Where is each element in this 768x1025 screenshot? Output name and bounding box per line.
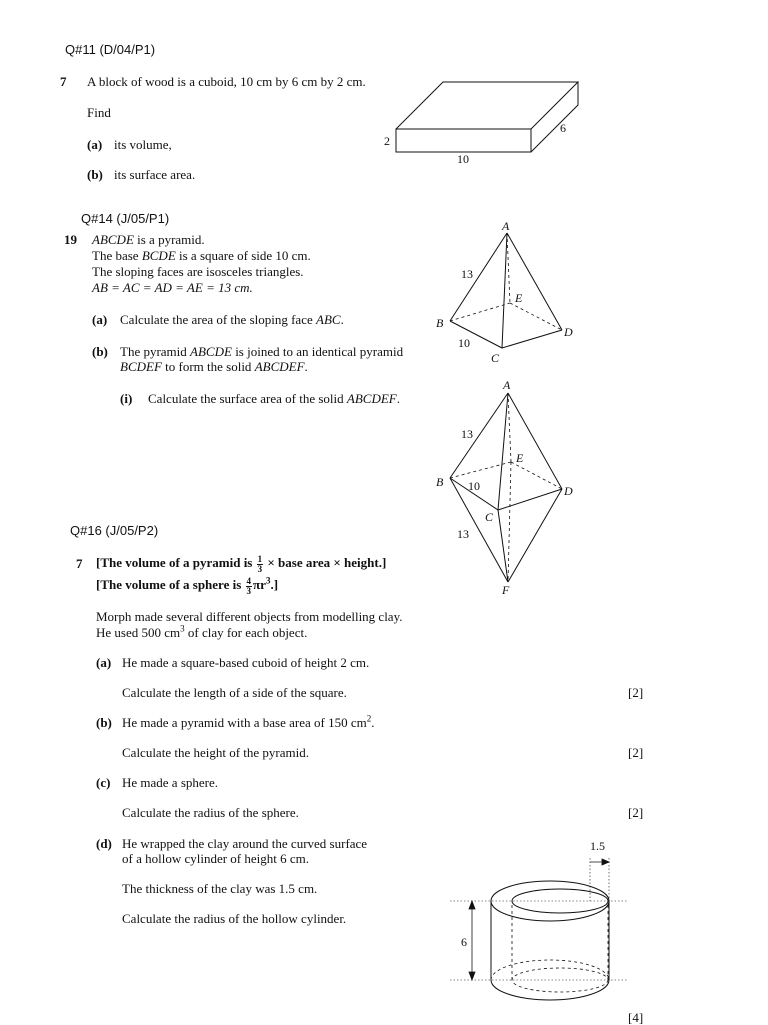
q14-a-text: Calculate the area of the sloping face ABC. bbox=[120, 312, 344, 327]
pyr2-edge-bottom-label: 13 bbox=[457, 527, 469, 541]
q14-header: Q#14 (J/05/P1) bbox=[81, 211, 170, 226]
q16-number: 7 bbox=[76, 556, 83, 571]
q16-d-sub2: Calculate the radius of the hollow cylinder. bbox=[122, 911, 347, 926]
cuboid-height-label: 2 bbox=[384, 134, 390, 148]
pyr2-E: E bbox=[516, 451, 524, 465]
pyr2-side-label: 10 bbox=[468, 479, 480, 493]
q16-b-text: He made a pyramid with a base area of 150 $cm^2$. bbox=[122, 713, 375, 730]
q16-a-marks: [2] bbox=[628, 685, 644, 700]
q14-line1: ABCDE is a pyramid. bbox=[92, 232, 205, 247]
q16-header: Q#16 (J/05/P2) bbox=[70, 523, 159, 538]
q14-b-text1: The pyramid ABCDE is joined to an identical pyramid bbox=[120, 344, 404, 359]
cylinder-height-label: 6 bbox=[461, 935, 467, 949]
q14-a-label: (a) bbox=[92, 312, 108, 327]
q16-b-marks: [2] bbox=[628, 745, 644, 760]
pyr2-C: C bbox=[485, 510, 494, 524]
q14-number: 19 bbox=[64, 232, 77, 247]
q11-a-label: (a) bbox=[87, 137, 103, 152]
pyr1-C: C bbox=[491, 351, 500, 365]
q14-b-label: (b) bbox=[92, 344, 108, 359]
pyr1-edge-label: 13 bbox=[461, 267, 473, 281]
q14-bi-label: (i) bbox=[120, 391, 133, 406]
pyr2-edge-top-label: 13 bbox=[461, 427, 473, 441]
q11-a-text: its volume, bbox=[114, 137, 172, 152]
pyr2-D: D bbox=[564, 484, 573, 498]
pyr1-side-label: 10 bbox=[458, 336, 470, 350]
q14-line3: The sloping faces are isosceles triangles. bbox=[92, 264, 304, 279]
q11-header: Q#11 (D/04/P1) bbox=[65, 42, 156, 57]
pyr1-A: A bbox=[502, 219, 510, 233]
q11-stem: A block of wood is a cuboid, 10 cm by 6 cm by 2 cm. bbox=[87, 74, 366, 89]
pyr2-A: A bbox=[503, 378, 511, 392]
pyr1-E: E bbox=[515, 291, 523, 305]
q16-d-sub1: The thickness of the clay was 1.5 cm. bbox=[122, 881, 318, 896]
q16-a-text: He made a square-based cuboid of height 2 cm. bbox=[122, 655, 370, 670]
q16-intro2: He used 500 $cm^3$ of clay for each object. bbox=[96, 623, 308, 640]
q16-d-text1: He wrapped the clay around the curved surface bbox=[122, 836, 368, 851]
q14-bi-text: Calculate the surface area of the solid ABCDEF. bbox=[148, 391, 400, 406]
q16-d-marks: [4] bbox=[628, 1010, 644, 1025]
q11-b-text: its surface area. bbox=[114, 167, 196, 182]
q16-formula-pyramid: [The volume of a pyramid is $\frac{1}{3}$ × base area × height.] bbox=[96, 553, 387, 574]
q16-d-label: (d) bbox=[96, 836, 112, 851]
q14-line2: The base BCDE is a square of side 10 cm. bbox=[92, 248, 311, 263]
q16-c-marks: [2] bbox=[628, 805, 644, 820]
q16-a-sub: Calculate the length of a side of the square. bbox=[122, 685, 347, 700]
q16-formula-sphere: [The volume of a sphere is $\frac{4}{3}$ $\pi r^3$.] bbox=[96, 575, 279, 596]
cuboid-length-label: 10 bbox=[457, 152, 469, 166]
q14-line4: AB = AC = AD = AE = 13 cm. bbox=[92, 280, 253, 295]
q14-b-text2: BCDEF to form the solid ABCDEF. bbox=[120, 359, 308, 374]
q11-find: Find bbox=[87, 105, 111, 120]
q11-b-label: (b) bbox=[87, 167, 103, 182]
q16-d-text2: of a hollow cylinder of height 6 cm. bbox=[122, 851, 310, 866]
pyr1-B: B bbox=[436, 316, 444, 330]
q16-c-sub: Calculate the radius of the sphere. bbox=[122, 805, 299, 820]
q16-b-label: (b) bbox=[96, 715, 112, 730]
q16-intro1: Morph made several different objects from modelling clay. bbox=[96, 609, 403, 624]
q16-c-label: (c) bbox=[96, 775, 111, 790]
q16-c-text: He made a sphere. bbox=[122, 775, 219, 790]
q11-number: 7 bbox=[60, 74, 67, 89]
q16-a-label: (a) bbox=[96, 655, 112, 670]
pyr2-F: F bbox=[502, 583, 510, 597]
cuboid-depth-label: 6 bbox=[560, 121, 566, 135]
pyr2-B: B bbox=[436, 475, 444, 489]
q16-b-sub: Calculate the height of the pyramid. bbox=[122, 745, 309, 760]
cylinder-thickness-label: 1.5 bbox=[590, 839, 605, 853]
pyr1-D: D bbox=[564, 325, 573, 339]
